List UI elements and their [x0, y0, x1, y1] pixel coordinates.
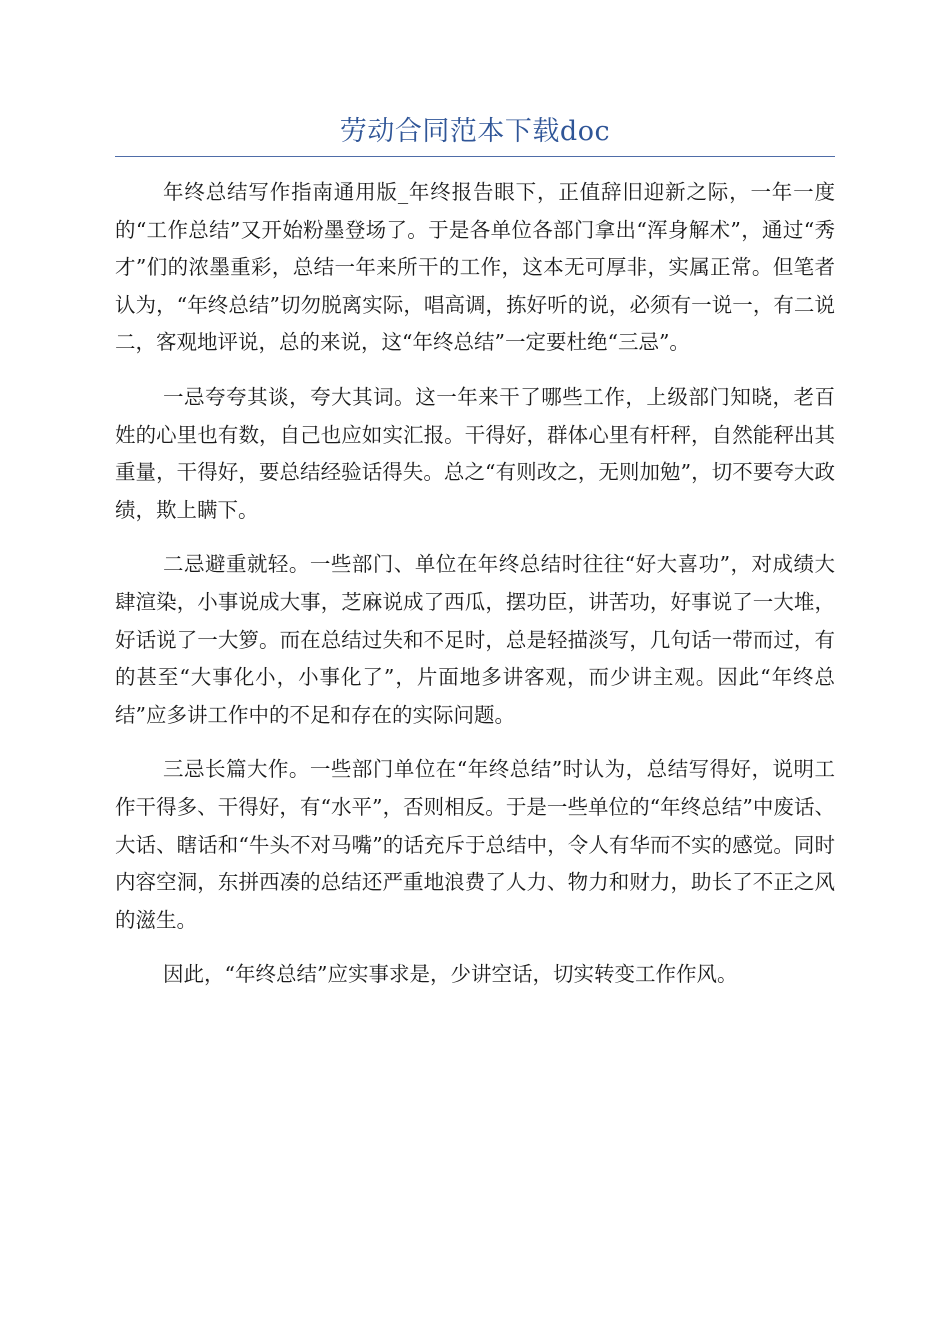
document-body [115, 174, 835, 1011]
body-paragraph-2: 一忌夸夸其谈，夸大其词。这一年来干了哪些工作，上级部门知晓，老百姓的心里也有数，自己也应如实汇报。干得好，群体心里有杆秤，自然能秤出其重量，干得好，要总结经验话得失。总之“有则改之，无则加勉”，切不要夸大政绩，欺上瞒下。 [115, 384, 835, 522]
body-paragraph-4: 三忌长篇大作。一些部门单位在“年终总结”时认为，总结写得好，说明工作干得多、干得好，有“水平”，否则相反。于是一些单位的“年终总结”中废话、大话、瞎话和“牛头不对马嘴”的话充斥于总结中，令人有华而不实的感觉。同时内容空洞，东拼西凑的总结还严重地浪费了人力、物力和财力，助长了不正之风的滋生。 [115, 757, 835, 932]
document-title: 劳动合同范本下载doc [339, 116, 611, 147]
body-paragraph-5: 因此，“年终总结”应实事求是，少讲空话，切实转变工作作风。 [163, 962, 738, 987]
body-paragraph-1: 年终总结写作指南通用版_年终报告眼下，正值辞旧迎新之际，一年一度的“工作总结”又开始粉墨登场了。于是各单位各部门拿出“浑身解术”，通过“秀才”们的浓墨重彩，总结一年来所干的工作，这本无可厚非，实属正常。但笔者认为，“年终总结”切勿脱离实际，唱高调，拣好听的说，必须有一说一，有二说二，客观地评说，总的来说，这“年终总结”一定要杜绝“三忌”。 [115, 180, 835, 355]
body-paragraph-3: 二忌避重就轻。一些部门、单位在年终总结时往往“好大喜功”，对成绩大肆渲染，小事说成大事，芝麻说成了西瓜，摆功臣，讲苦功，好事说了一大堆，好话说了一大箩。而在总结过失和不足时，总是轻描淡写，几句话一带而过，有的甚至“大事化小，小事化了”，片面地多讲客观，而少讲主观。因此“年终总结”应多讲工作中的不足和存在的实际问题。 [115, 552, 835, 727]
document-header [115, 112, 835, 157]
